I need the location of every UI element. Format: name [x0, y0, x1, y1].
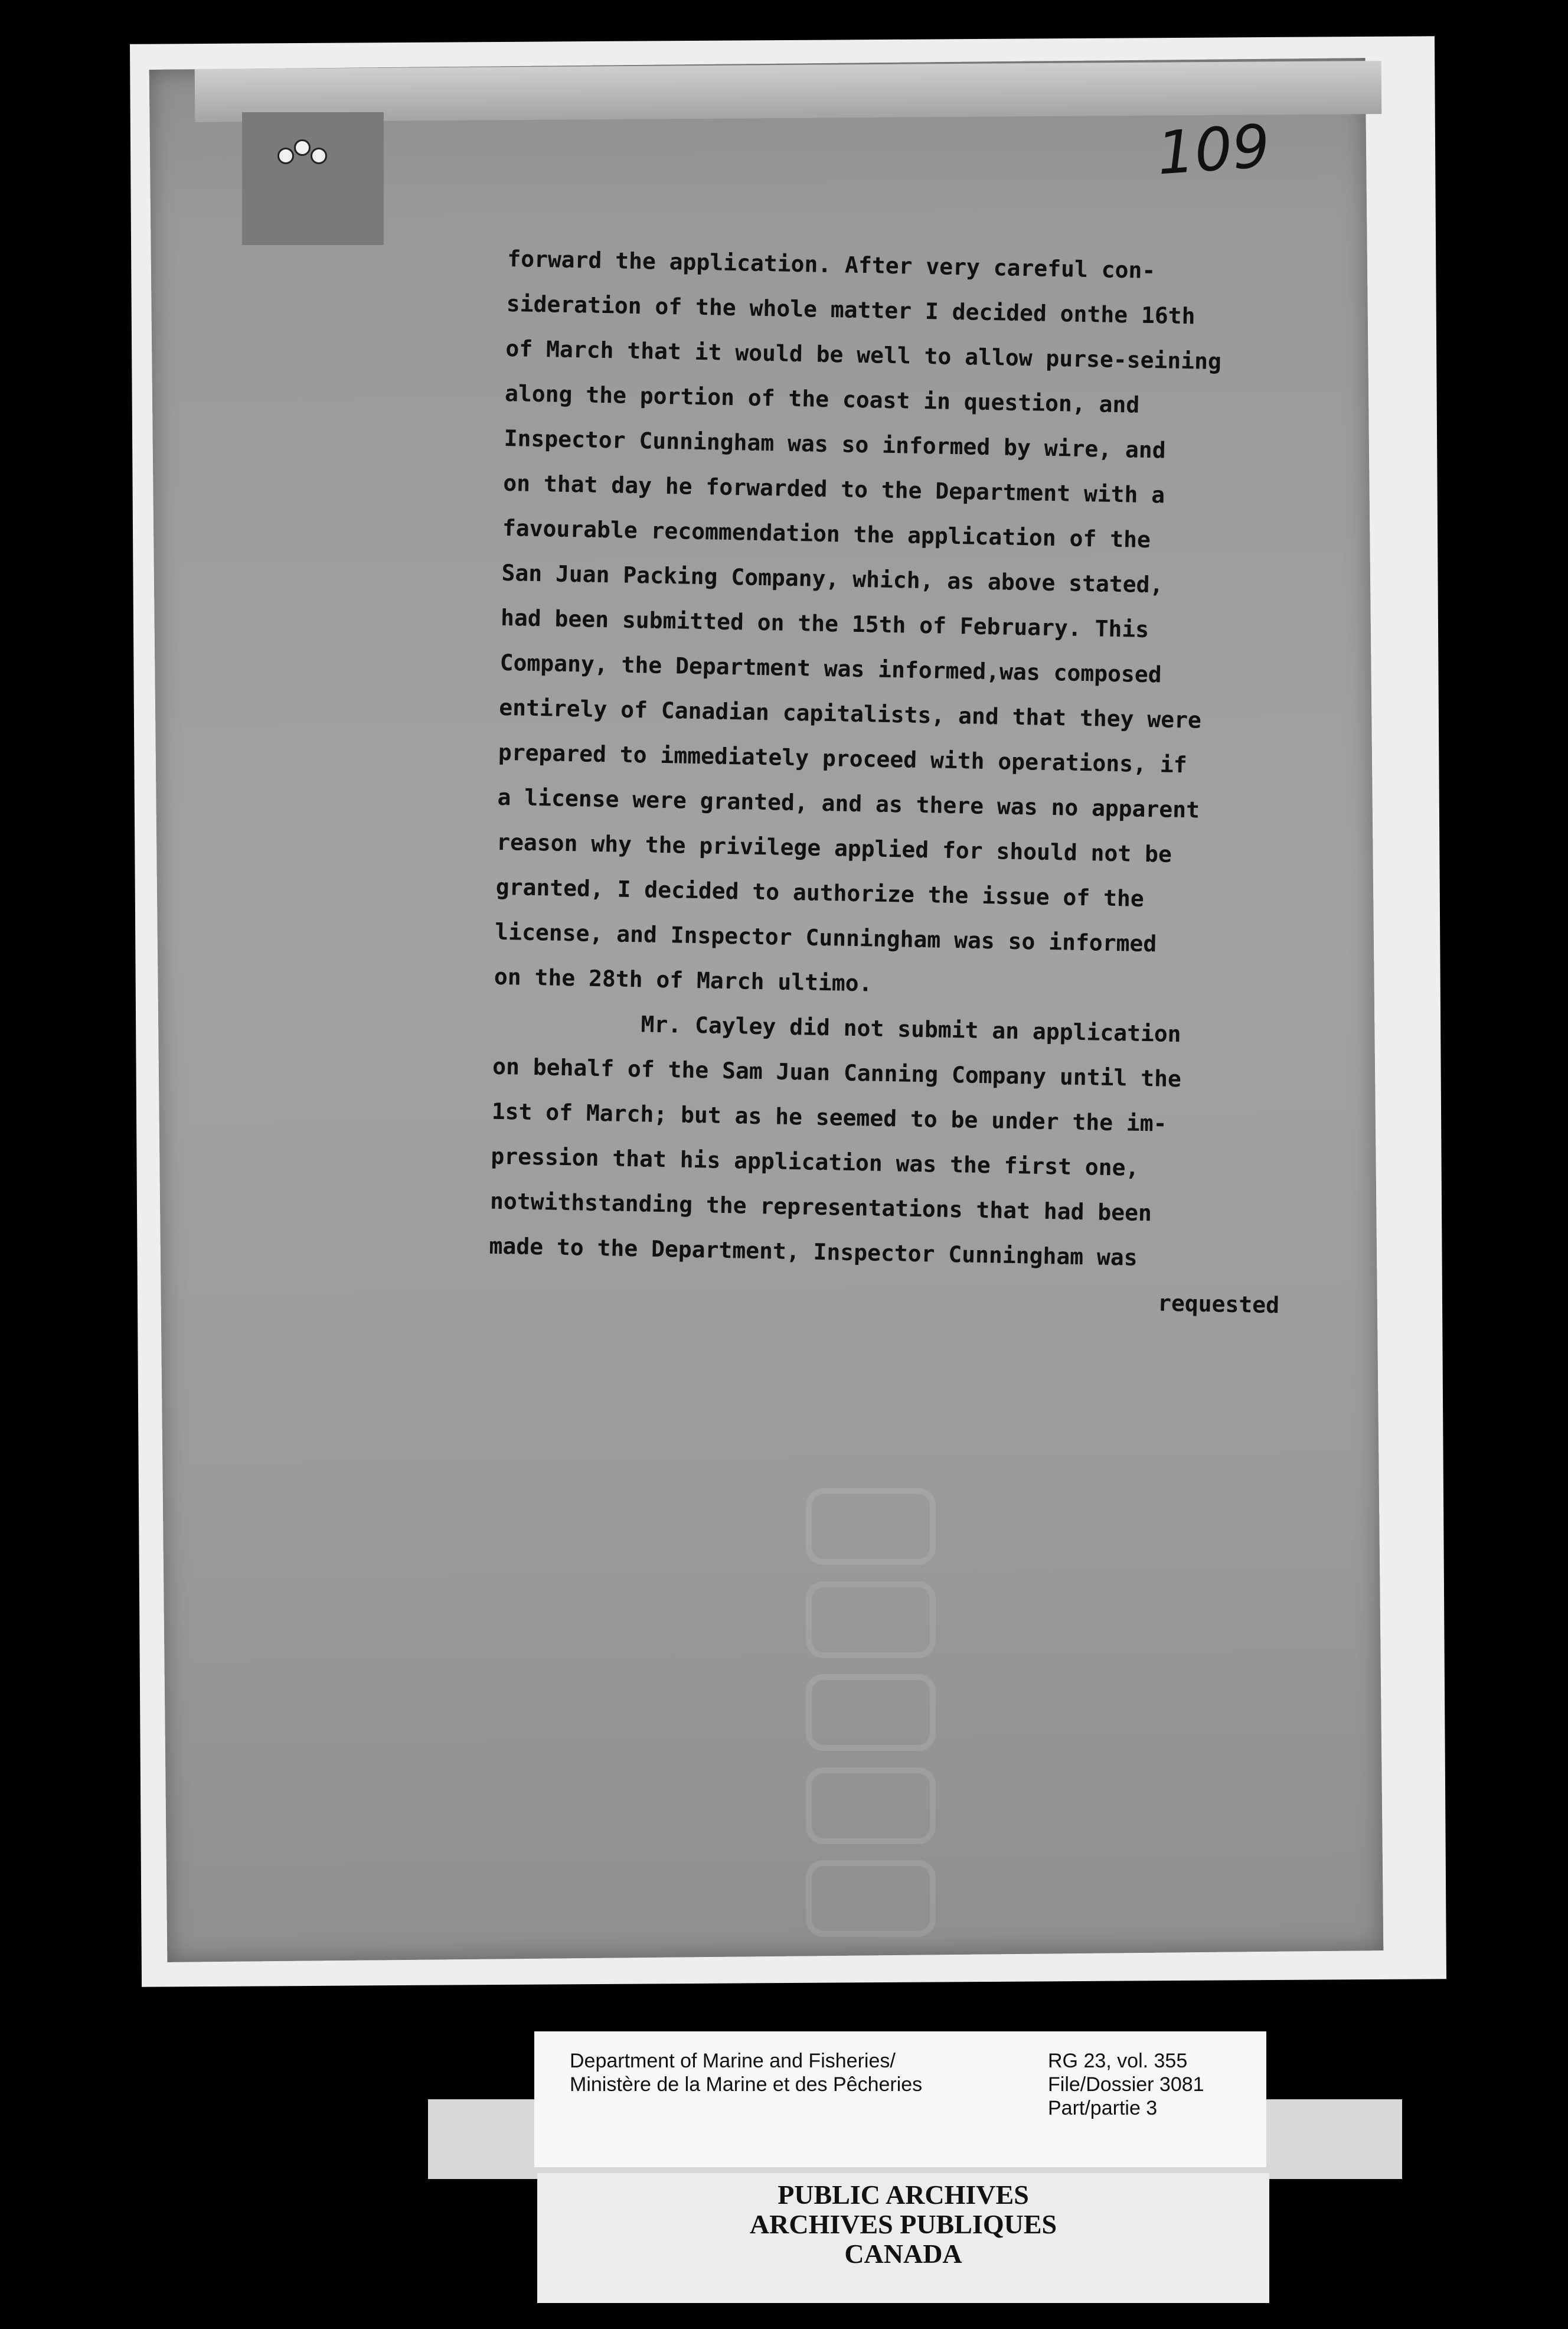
file-number: File/Dossier 3081 — [1048, 2073, 1204, 2096]
text-line: reason why the privilege applied for should not be — [496, 828, 1172, 867]
text-line: granted, I decided to authorize the issue of the — [495, 873, 1145, 912]
catchword: requested — [1157, 1290, 1280, 1319]
department-fr: Ministère de la Marine et des Pêcheries — [570, 2073, 923, 2096]
text-line: pression that his application was the first one, — [491, 1143, 1139, 1181]
text-line: San Juan Packing Company, which, as above stated, — [501, 559, 1164, 598]
text-line: of March that it would be well to allow purse-seining — [505, 335, 1222, 375]
text-line: on that day he forwarded to the Department with a — [502, 469, 1165, 508]
record-group: RG 23, vol. 355 — [1048, 2050, 1188, 2072]
text-line: prepared to immediately proceed with operations, if — [498, 739, 1187, 778]
archives-line-fr: ARCHIVES PUBLIQUES — [749, 2209, 1057, 2239]
page-number: 109 — [1155, 111, 1272, 188]
text-line: 1st of March; but as he seemed to be under the im- — [491, 1098, 1167, 1137]
part-number: Part/partie 3 — [1048, 2097, 1158, 2119]
staple-holes-icon — [277, 139, 331, 169]
text-line: on the 28th of March ultimo. — [494, 963, 873, 997]
text-line: entirely of Canadian capitalists, and that they were — [498, 694, 1202, 733]
department-en: Department of Marine and Fisheries/ — [570, 2050, 896, 2072]
text-line: a license were granted, and as there was no apparent — [497, 784, 1200, 823]
archives-line-en: PUBLIC ARCHIVES — [778, 2180, 1029, 2210]
department-name — [570, 2049, 922, 2096]
text-line: sideration of the whole matter I decided onthe 16th — [506, 290, 1195, 330]
text-line: license, and Inspector Cunningham was so informed — [495, 918, 1157, 957]
archives-stamp — [537, 2173, 1269, 2303]
text-line: forward the application. After very careful con- — [507, 245, 1156, 284]
staple-mark — [242, 112, 384, 245]
text-line: Inspector Cunningham was so informed by wire, and — [504, 425, 1166, 464]
paragraph-start-line: Mr. Cayley did not submit an application — [641, 1011, 1181, 1048]
letter-body — [488, 236, 1322, 1328]
text-line: made to the Department, Inspector Cunningham was — [489, 1232, 1138, 1271]
text-line: had been submitted on the 15th of February. This — [500, 604, 1149, 643]
text-line: Company, the Department was informed,was composed — [499, 649, 1162, 688]
archives-line-country: CANADA — [844, 2239, 962, 2269]
reference-numbers — [1048, 2049, 1204, 2120]
text-line: favourable recommendation the application of the — [502, 514, 1151, 553]
faded-stamp — [800, 1488, 942, 1937]
text-line: along the portion of the coast in question, and — [504, 380, 1140, 418]
archive-reference-label — [534, 2031, 1266, 2167]
text-line: notwithstanding the representations that had been — [489, 1188, 1152, 1227]
text-line: on behalf of the Sam Juan Canning Company until the — [492, 1053, 1182, 1092]
